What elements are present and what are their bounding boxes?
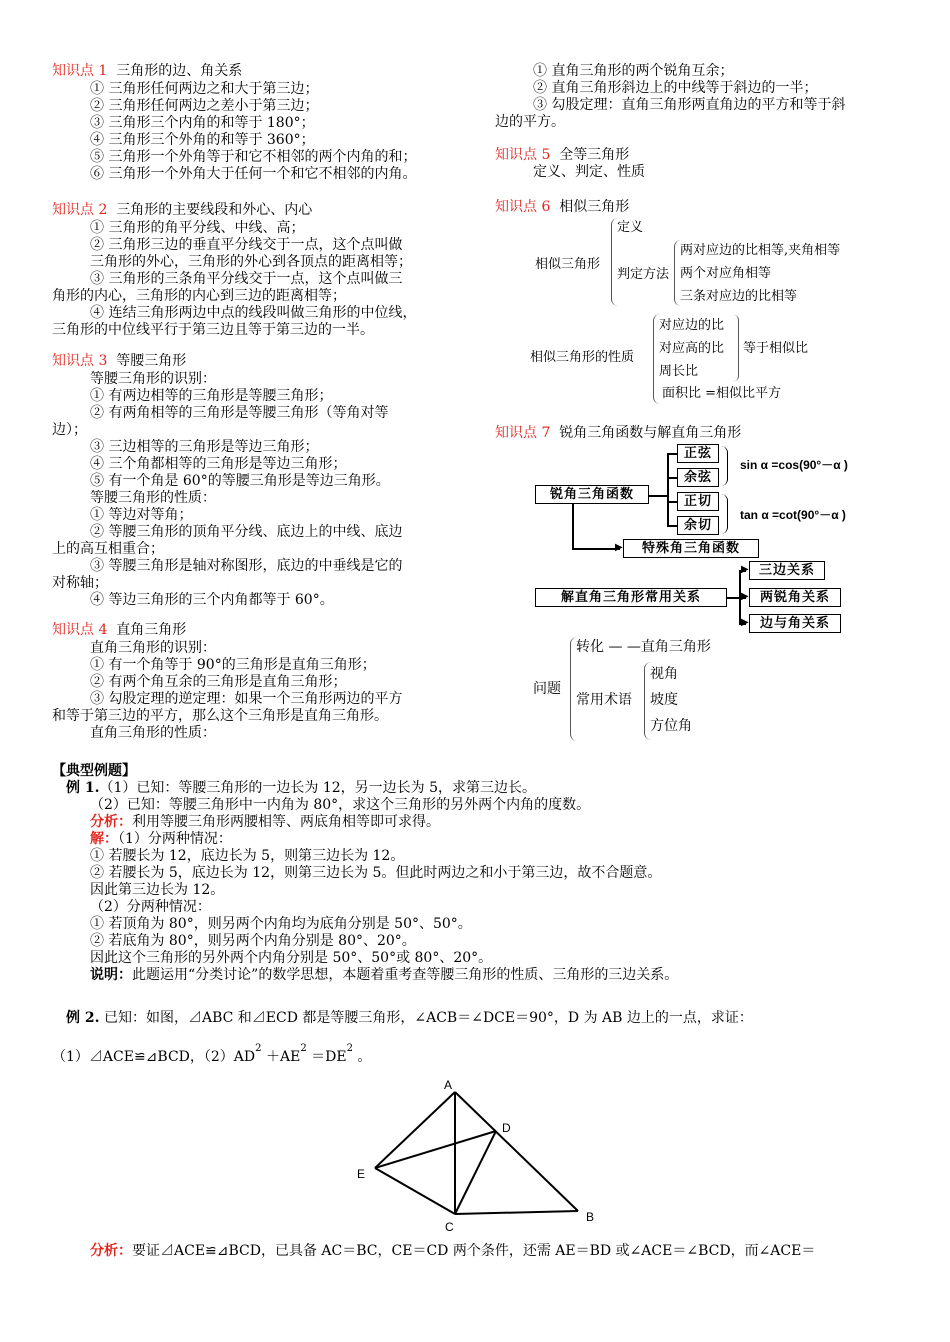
kp3-line: 对称轴； [52, 575, 108, 591]
term: 视角 [650, 666, 678, 682]
point-label-c: C [445, 1220, 454, 1234]
kp2-line: 三角形的中位线平行于第三边且等于第三边的一半。 [52, 322, 374, 338]
rel-box: 两锐角关系 [749, 588, 841, 607]
kp6-method: 三条对应边的比相等 [680, 289, 798, 304]
ex1-line: ② 若腰长为 5，底边长为 12，则第三边长为 5。但此时两边之和小于第三边，故不合题意。 [90, 865, 662, 881]
ex2-line2: （1）⊿ACE≌⊿BCD，$(2)AD^2 +AE^2 =DE^2$ 。 [52, 1043, 372, 1065]
point-label-a: A [444, 1078, 453, 1092]
special-box: 特殊角三角函数 [623, 539, 759, 558]
kp4-line: ① 有一个角等于 90°的三角形是直角三角形； [90, 657, 376, 673]
segment-AB [455, 1092, 578, 1211]
segment-EC [375, 1168, 455, 1214]
kp2-line: 三角形的外心，三角形的外心到各顶点的距离相等； [90, 254, 412, 270]
rel-box: 三边关系 [749, 561, 825, 580]
kp6-similar-label: 相似三角形 [535, 257, 601, 272]
ex1-q2: （2）已知：等腰三角形中一内角为 80°，求这个三角形的另外两个内角的度数。 [90, 797, 591, 813]
kp1-item: ① 三角形任何两边之和大于第三边； [90, 81, 319, 97]
ex2-text: 例 2. 已知：如图，⊿ABC 和⊿ECD 都是等腰三角形，∠ACB＝∠DCE＝90°，D 为 AB 边上的一点，求证： [66, 1010, 753, 1026]
kp1-title: 知识点 1 三角形的边、角关系 [52, 63, 243, 79]
kp4-cont-line: ① 直角三角形的两个锐角互余； [533, 63, 734, 79]
point-label-b: B [586, 1210, 595, 1224]
convert-line: 转化 — —直角三角形 [576, 639, 711, 655]
arrow-icon: ▶ [741, 591, 749, 602]
kp1-item: ③ 三角形三个内角的和等于 180°； [90, 115, 315, 131]
kp3-line: 等腰三角形的性质： [90, 490, 216, 506]
segment-CB [455, 1211, 578, 1214]
kp6-ratio: 周长比 [659, 364, 699, 379]
kp3-line: ② 有两角相等的三角形是等腰三角形（等角对等 [90, 405, 389, 421]
kp5-body: 定义、判定、性质 [533, 164, 645, 180]
kp3-line: ④ 三个角都相等的三角形是等边三角形； [90, 456, 347, 472]
ex2-analysis: 分析：要证⊿ACE≌⊿BCD，已具备 AC＝BC，CE＝CD 两个条件，还需 AE＝BD 或∠ACE＝∠BCD，而∠ACE＝ [90, 1243, 816, 1259]
kp3-line: ① 有两边相等的三角形是等腰三角形； [90, 388, 333, 404]
kp6-property-label: 相似三角形的性质 [530, 350, 635, 365]
ex1-line: ② 若底角为 80°，则另两个内角分别是 80°、20°。 [90, 933, 416, 949]
kp2-line: ④ 连结三角形两边中点的线段叫做三角形的中位线， [90, 305, 417, 321]
sin-formula: sin α =cos(90°－α ) [740, 458, 848, 472]
kp3-line: ③ 三边相等的三角形是等边三角形； [90, 439, 319, 455]
kp4-line: 直角三角形的识别： [90, 640, 216, 656]
kp2-line: 角形的内心，三角形的内心到三边的距离相等； [52, 288, 346, 304]
tan-formula: tan α =cot(90°－α ) [740, 508, 846, 522]
func-box: 锐角三角函数 [535, 485, 649, 504]
kp3-line: ② 等腰三角形的顶角平分线、底边上的中线、底边 [90, 524, 403, 540]
kp5-title: 知识点 5 全等三角形 [495, 147, 630, 163]
ex1-line: 因此这个三角形的另外两个内角分别是 50°、50°或 80°、20°。 [90, 950, 493, 966]
ex1-solution: 解：（1）分两种情况： [90, 831, 232, 847]
sin-box: 正弦 [677, 444, 719, 463]
kp6-method: 两对应边的比相等,夹角相等 [680, 243, 841, 258]
kp2-line: ② 三角形三边的垂直平分线交于一点，这个点叫做 [90, 237, 403, 253]
term: 方位角 [650, 718, 692, 734]
examples-header: 【典型例题】 [52, 763, 136, 779]
terms-label: 常用术语 [576, 692, 632, 708]
kp4-cont-line: ② 直角三角形斜边上的中线等于斜边的一半； [533, 80, 818, 96]
kp4-line: ③ 勾股定理的逆定理：如果一个三角形两边的平方 [90, 691, 403, 707]
ex1-line: ① 若顶角为 80°，则另两个内角均为底角分别是 50°、50°。 [90, 916, 472, 932]
problem-label: 问题 [533, 681, 561, 697]
rel-box: 边与角关系 [749, 614, 841, 633]
kp3-line: ⑤ 有一个角是 60°的等腰三角形是等边三角形。 [90, 473, 390, 489]
kp2-title: 知识点 2 三角形的主要线段和外心、内心 [52, 202, 313, 218]
arrow-icon: ▶ [741, 617, 749, 628]
kp3-line: 等腰三角形的识别： [90, 371, 216, 387]
kp4-title: 知识点 4 直角三角形 [52, 622, 187, 638]
kp3-title: 知识点 3 等腰三角形 [52, 353, 187, 369]
point-label-d: D [502, 1121, 511, 1135]
kp4-line: 和等于第三边的平方，那么这个三角形是直角三角形。 [52, 708, 388, 724]
tan-box: 正切 [677, 492, 719, 511]
kp3-line: 边）； [52, 422, 87, 438]
ex1-note: 说明：此题运用“分类讨论”的数学思想，本题着重考查等腰三角形的性质、三角形的三边关系。 [90, 967, 679, 983]
kp1-item: ④ 三角形三个外角的和等于 360°； [90, 132, 315, 148]
kp6-method: 两个对应角相等 [680, 266, 772, 281]
solve-box: 解直角三角形常用关系 [535, 588, 727, 607]
kp1-item: ⑤ 三角形一个外角等于和它不相邻的两个内角的和； [90, 149, 417, 165]
kp2-line: ① 三角形的角平分线、中线、高； [90, 220, 305, 236]
segment-CD [455, 1131, 496, 1214]
cos-box: 余弦 [677, 468, 719, 487]
ex1-line: 因此第三边长为 12。 [90, 882, 225, 898]
arrow-icon: ▶ [741, 564, 749, 575]
kp3-line: 上的高互相重合； [52, 541, 164, 557]
point-label-e: E [357, 1167, 366, 1181]
kp6-ratio: 对应边的比 [659, 318, 725, 333]
kp4-line: ② 有两个角互余的三角形是直角三角形； [90, 674, 347, 690]
kp3-line: ① 等边对等角； [90, 507, 193, 523]
kp3-line: ③ 等腰三角形是轴对称图形，底边的中垂线是它的 [90, 558, 403, 574]
arrow-icon: ▶ [615, 542, 623, 553]
kp6-method-label: 判定方法 [617, 267, 670, 282]
kp4-line: 直角三角形的性质： [90, 725, 216, 741]
kp6-area-ratio: 面积比 =相似比平方 [662, 386, 782, 401]
kp4-cont-line: ③ 勾股定理：直角三角形两直角边的平方和等于斜 [533, 97, 846, 113]
kp1-item: ② 三角形任何两边之差小于第三边； [90, 98, 319, 114]
ex1-q1: 例 1.（1）已知：等腰三角形的一边长为 12，另一边长为 5，求第三边长。 [66, 780, 537, 796]
kp6-title: 知识点 6 相似三角形 [495, 199, 630, 215]
kp3-line: ④ 等边三角形的三个内角都等于 60°。 [90, 592, 334, 608]
cot-box: 余切 [677, 516, 719, 535]
kp6-definition: 定义 [617, 220, 644, 235]
kp4-cont-line: 边的平方。 [495, 114, 565, 130]
ex1-line: （2）分两种情况： [90, 899, 211, 915]
kp6-equal-ratio: 等于相似比 [743, 341, 809, 356]
kp2-line: ③ 三角形的三条角平分线交于一点，这个点叫做三 [90, 271, 403, 287]
ex1-line: ① 若腰长为 12，底边长为 5，则第三边长为 12。 [90, 848, 405, 864]
kp7-title: 知识点 7 锐角三角函数与解直角三角形 [495, 425, 742, 441]
kp1-item: ⑥ 三角形一个外角大于任何一个和它不相邻的内角。 [90, 166, 417, 182]
ex1-analysis: 分析：利用等腰三角形两腰相等、两底角相等即可求得。 [90, 814, 440, 830]
kp6-ratio: 对应高的比 [659, 341, 725, 356]
term: 坡度 [650, 692, 678, 708]
